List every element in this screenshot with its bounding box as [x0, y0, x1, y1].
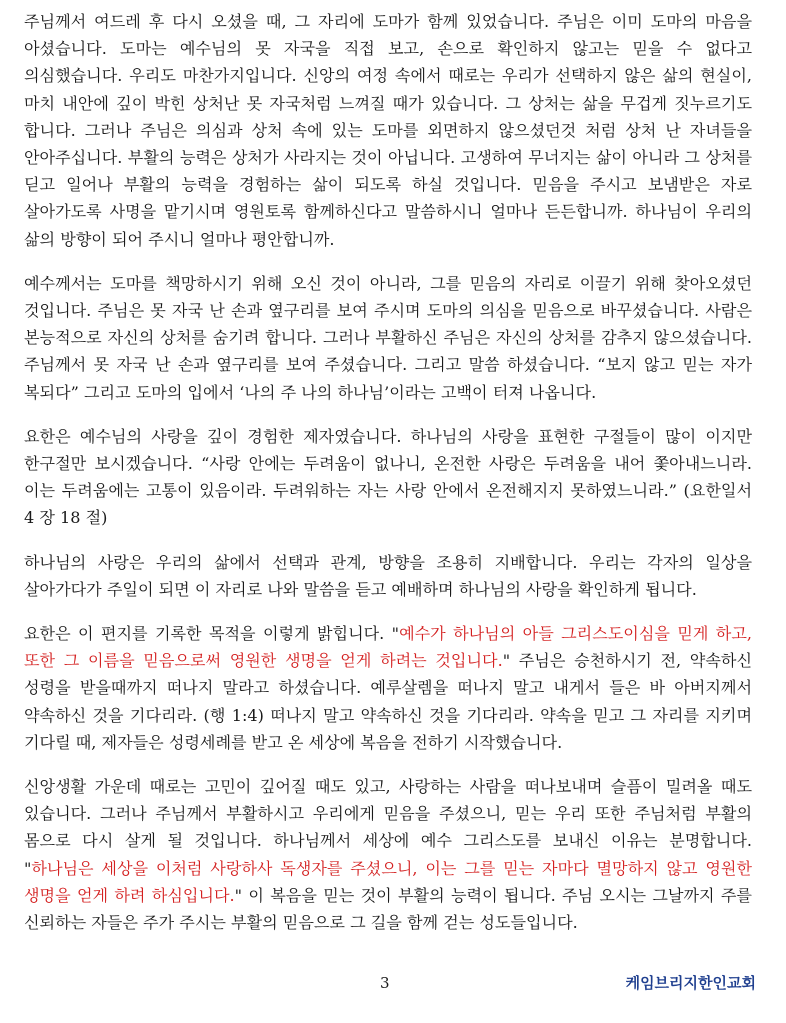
paragraph-5-intro: 요한은 이 편지를 기록한 목적을 이렇게 밝힙니다. " — [24, 624, 400, 644]
paragraph-6-body: " 이 복음을 믿는 것이 부활의 능력이 됩니다. 주님 오시는 그날까지 주를 신뢰하는 자들은 주가 주시는 부활의 믿음으로 그 길을 함께 걷는 성도들입니다. — [24, 885, 752, 933]
scripture-quote-john: 예수가 하나님의 아들 그리스도이심을 믿게 하고, 또한 그 이름을 믿음으로써 영원한 생명을 얻게 하려는 것입니다. — [24, 624, 752, 671]
paragraph-1-text: 주님께서 여드레 후 다시 오셨을 때, 그 자리에 도마가 함께 있었습니다. 주님은 이미 도마의 마음을 아셨습니다. 도마는 예수님의 못 자국을 직접 보고, 손으로 확인하지 않고는 믿을 수 없다고 의심했습니다. 우리도 마찬가지입니다. 신앙의 여정 속에서 때로는 우리가 선택하지 않은 삶의 현실이, 마치 내안에 깊이 박힌 상처난 못 자국처럼 느껴질 때가 있습니다. 그 상처는 삶을 무겁게 짓누르기도 합니다. 그러나 주님은 의심과 상처 속에 있는 도마를 외면하지 않으셨던것 처럼 상처 난 자녀들을 안아주십니다. 부활의 능력은 상처가 사라지는 것이 아닙니다. 고생하여 무너지는 삶이 아니라 그 상처를 딛고 일어나 부활의 능력을 경험하는 삶이 되도록 하실 것입니다. 믿음을 주시고 보냄받은 자로 살아가도록 사명을 맡기시며 영원토록 함께하신다고 말씀하시니 얼마나 든든합니까. 하나님이 우리의 삶의 방향이 되어 주시니 얼마나 평안합니까. — [24, 12, 752, 249]
paragraph-5 — [24, 620, 752, 756]
paragraph-4 — [24, 549, 752, 603]
church-name: 케임브리지한인교회 — [625, 974, 756, 992]
paragraph-1 — [24, 8, 752, 253]
paragraph-2-text: 예수께서는 도마를 책망하시기 위해 오신 것이 아니라, 그를 믿음의 자리로 이끌기 위해 찾아오셨던 것입니다. 주님은 못 자국 난 손과 옆구리를 보여 주시며 도마의 의심을 믿음으로 바꾸셨습니다. 사람은 본능적으로 자신의 상처를 숨기려 합니다. 그러나 부활하신 주님은 자신의 상처를 감추지 않으셨습니다. 주님께서 못 자국 난 손과 옆구리를 보여 주셨습니다. 그리고 말씀 하셨습니다. “보지 않고 믿는 자가 복되다” 그리고 도마의 입에서 ‘나의 주 나의 하나님’이라는 고백이 터져 나옵니다. — [24, 273, 752, 402]
sermon-body — [24, 8, 752, 953]
paragraph-6-intro: 신앙생활 가운데 때로는 고민이 깊어질 때도 있고, 사랑하는 사람을 떠나보내며 슬픔이 밀려올 때도 있습니다. 그러나 주님께서 부활하시고 우리에게 믿음을 주셨으니, 믿는 우리 또한 주님처럼 부활의 몸으로 다시 살게 될 것입니다. 하나님께서 세상에 예수 그리스도를 보내신 이유는 분명합니다. " — [24, 777, 752, 878]
paragraph-5-body: " 주님은 승천하시기 전, 약속하신 성령을 받을때까지 떠나지 말라고 하셨습니다. 예루살렘을 떠나지 말고 내게서 들은 바 아버지께서 약속하신 것을 기다리라. (행 1:4) 떠나지 말고 약속하신 것을 기다리라. 약속을 믿고 그 자리를 지키며 기다릴 때, 제자들은 성령세례를 받고 온 세상에 복음을 전하기 시작했습니다. — [24, 651, 752, 752]
paragraph-4-text: 하나님의 사랑은 우리의 삶에서 선택과 관계, 방향을 조용히 지배합니다. 우리는 각자의 일상을 살아가다가 주일이 되면 이 자리로 나와 말씀을 듣고 예배하며 하나님의 사랑을 확인하게 됩니다. — [24, 552, 752, 599]
paragraph-6 — [24, 773, 752, 936]
paragraph-3-text: 요한은 예수님의 사랑을 깊이 경험한 제자였습니다. 하나님의 사랑을 표현한 구절들이 많이 이지만 한구절만 보시겠습니다. “사랑 안에는 두려움이 없나니, 온전한 사랑은 두려움을 내어 쫓아내느니라. 이는 두려움에는 고통이 있음이라. 두려워하는 자는 사랑 안에서 온전해지지 못하였느니라.” (요한일서 4 장 18 절) — [24, 426, 752, 528]
paragraph-3 — [24, 423, 752, 532]
page-number: 3 — [380, 974, 390, 992]
scripture-quote-john-3-16: 하나님은 세상을 이처럼 사랑하사 독생자를 주셨으니, 이는 그를 믿는 자마다 멸망하지 않고 영원한 생명을 얻게 하려 하심입니다. — [24, 858, 752, 905]
paragraph-2 — [24, 270, 752, 406]
